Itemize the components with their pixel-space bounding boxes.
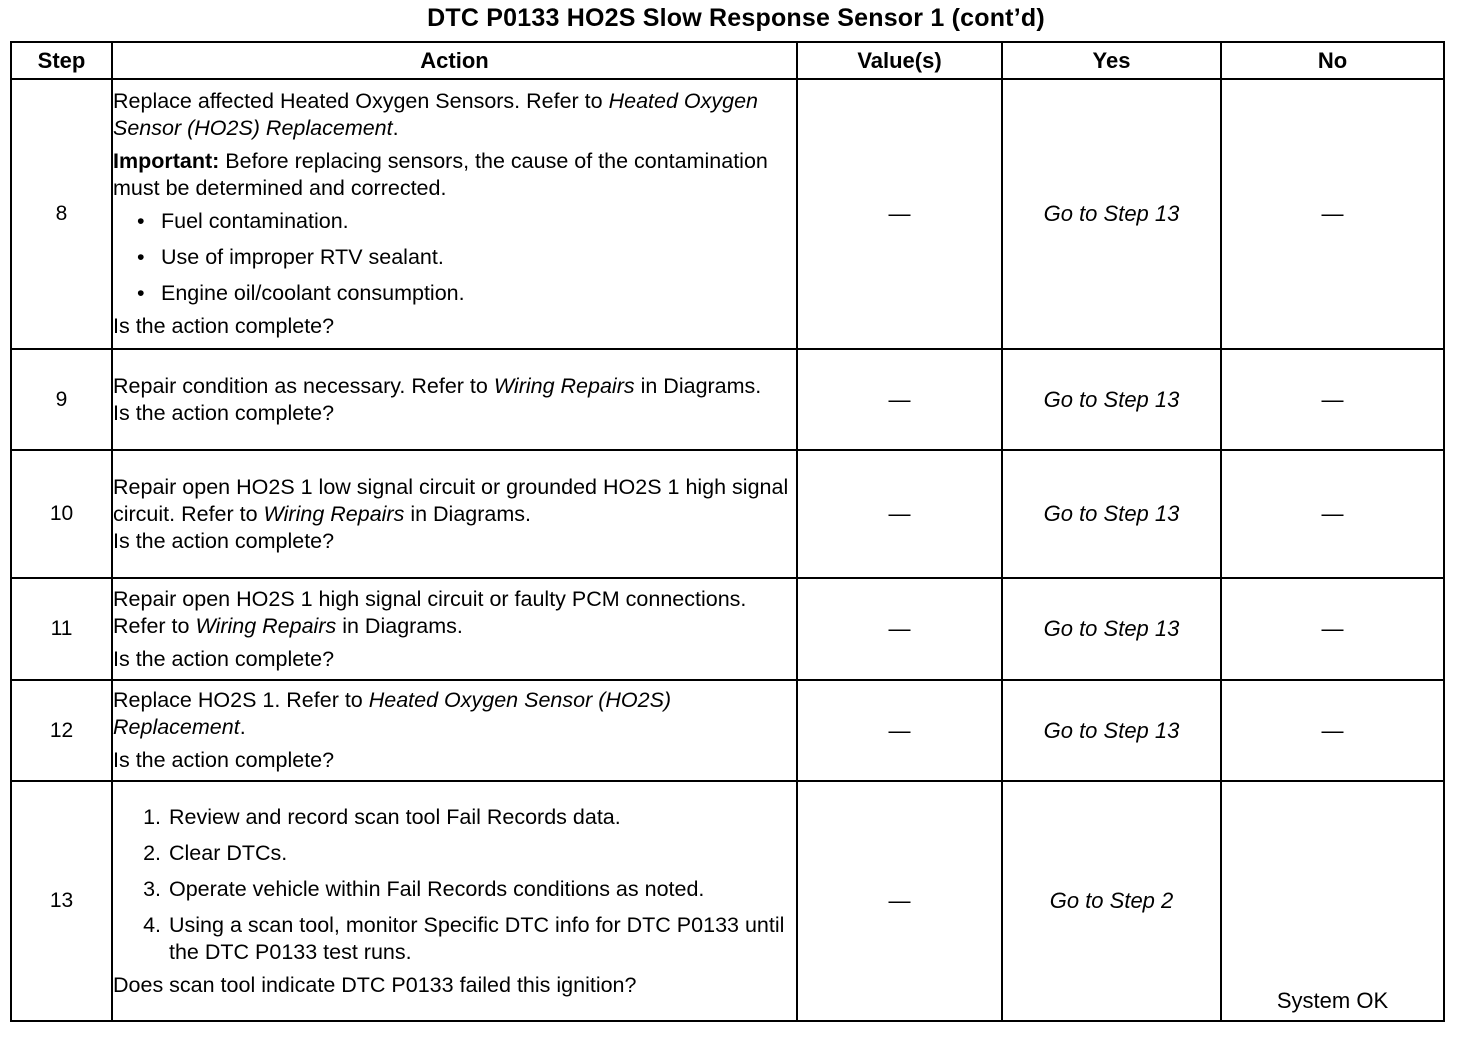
- action-cell: [112, 79, 797, 349]
- action-text: Replace HO2S 1. Refer to Heated Oxygen Sensor (HO2S) Replacement.: [113, 688, 672, 739]
- reference-link: Wiring Repairs: [493, 373, 635, 398]
- table-row: [11, 781, 1444, 1021]
- value-cell: —: [797, 680, 1002, 781]
- reference-link: Wiring Repairs: [195, 613, 337, 638]
- step-number: 8: [11, 79, 112, 349]
- bullet-icon: •: [137, 209, 145, 233]
- bullet-icon: •: [137, 245, 145, 269]
- no-cell: —: [1221, 79, 1444, 349]
- procedure-steps: [113, 804, 796, 966]
- action-text: Repair condition as necessary. Refer to Wiring Repairs in Diagrams.: [113, 373, 762, 398]
- document-title: DTC P0133 HO2S Slow Response Sensor 1 (cont’d): [427, 4, 1045, 32]
- no-cell: —: [1221, 578, 1444, 680]
- important-label: Important:: [113, 149, 220, 173]
- contamination-causes: [113, 208, 796, 307]
- list-item: • Engine oil/coolant consumption.: [137, 281, 465, 305]
- list-item: 3. Operate vehicle within Fail Records conditions as noted.: [143, 876, 705, 901]
- header-yes: Yes: [1002, 42, 1221, 79]
- action-cell: [112, 781, 797, 1021]
- list-item: 4. Using a scan tool, monitor Specific DTC info for DTC P0133 until the DTC P0133 test runs.: [143, 912, 785, 964]
- yes-cell: Go to Step 13: [1002, 450, 1221, 578]
- step-number: 13: [11, 781, 112, 1021]
- yes-cell: Go to Step 13: [1002, 79, 1221, 349]
- list-item: 1. Review and record scan tool Fail Records data.: [143, 804, 621, 829]
- list-item: • Use of improper RTV sealant.: [137, 245, 444, 269]
- action-text: Replace affected Heated Oxygen Sensors. Refer to Heated Oxygen Sensor (HO2S) Replacement.: [113, 89, 758, 140]
- no-cell: —: [1221, 349, 1444, 450]
- no-cell: —: [1221, 680, 1444, 781]
- yes-cell: Go to Step 13: [1002, 349, 1221, 450]
- value-cell: —: [797, 781, 1002, 1021]
- action-cell: [112, 578, 797, 680]
- action-text: Repair open HO2S 1 high signal circuit or faulty PCM connections. Refer to Wiring Repairs in Diagrams.: [113, 586, 747, 638]
- list-item: 2. Clear DTCs.: [143, 840, 288, 865]
- step-number: 12: [11, 680, 112, 781]
- list-item: • Fuel contamination.: [137, 209, 349, 233]
- action-question: Is the action complete?: [113, 314, 335, 338]
- yes-cell: Go to Step 13: [1002, 578, 1221, 680]
- header-values: Value(s): [797, 42, 1002, 79]
- yes-cell: Go to Step 2: [1002, 781, 1221, 1021]
- action-question: Does scan tool indicate DTC P0133 failed this ignition?: [113, 972, 637, 997]
- value-cell: —: [797, 578, 1002, 680]
- table-row: [11, 349, 1444, 450]
- step-number: 11: [11, 578, 112, 680]
- table-header-row: [11, 42, 1444, 79]
- table-row: [11, 450, 1444, 578]
- header-step: Step: [11, 42, 112, 79]
- action-question: Is the action complete?: [113, 748, 335, 772]
- action-question: Is the action complete?: [113, 400, 335, 425]
- action-question: Is the action complete?: [113, 528, 335, 553]
- diagnostic-table: [10, 41, 1445, 1022]
- no-cell: System OK: [1221, 781, 1444, 1021]
- action-text: Repair open HO2S 1 low signal circuit or grounded HO2S 1 high signal circuit. Refer to Wiring Repairs in Diagrams.: [113, 474, 789, 526]
- bullet-icon: •: [137, 281, 145, 305]
- header-no: No: [1221, 42, 1444, 79]
- header-action: Action: [112, 42, 797, 79]
- no-cell: —: [1221, 450, 1444, 578]
- yes-cell: Go to Step 13: [1002, 680, 1221, 781]
- action-cell: [112, 349, 797, 450]
- important-note: Important: Before replacing sensors, the cause of the contamination must be determined and corrected.: [113, 149, 768, 200]
- reference-link: Heated Oxygen Sensor (HO2S) Replacement: [113, 688, 672, 739]
- reference-link: Wiring Repairs: [263, 501, 405, 526]
- table-row: [11, 578, 1444, 680]
- action-question: Is the action complete?: [113, 646, 335, 671]
- value-cell: —: [797, 79, 1002, 349]
- reference-link: Heated Oxygen Sensor (HO2S) Replacement: [113, 89, 758, 140]
- action-cell: [112, 450, 797, 578]
- step-number: 10: [11, 450, 112, 578]
- value-cell: —: [797, 450, 1002, 578]
- value-cell: —: [797, 349, 1002, 450]
- step-number: 9: [11, 349, 112, 450]
- table-row: [11, 79, 1444, 349]
- table-row: [11, 680, 1444, 781]
- action-cell: [112, 680, 797, 781]
